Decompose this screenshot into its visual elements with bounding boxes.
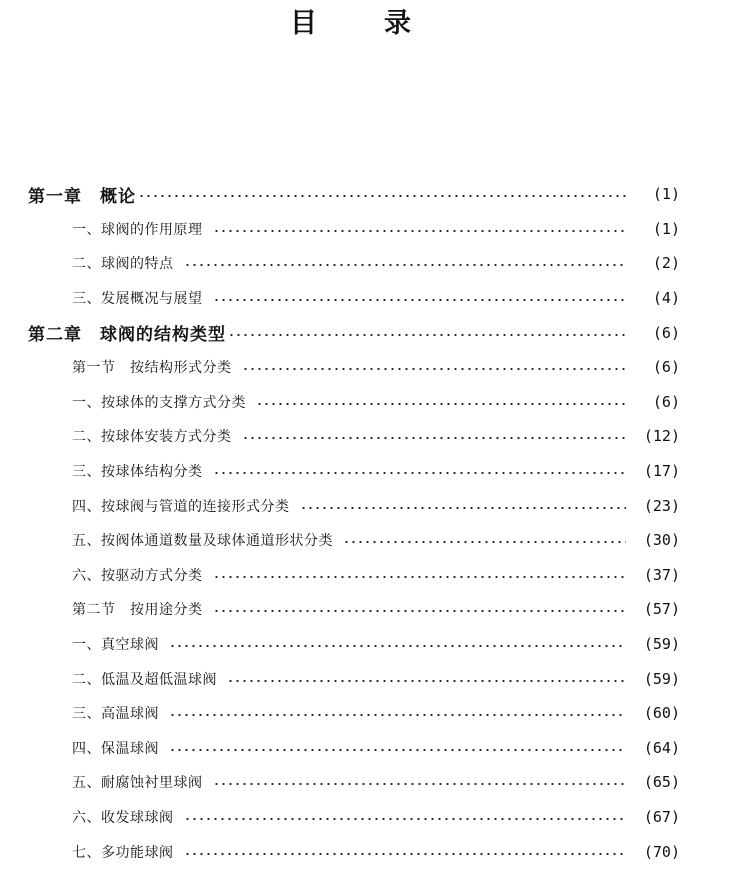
toc-entry-page-number: (17)	[643, 462, 680, 481]
dot-leader	[300, 506, 627, 510]
toc-entry-label: 第一节 按结构形式分类	[72, 360, 232, 377]
dot-leader	[213, 575, 627, 579]
toc-entry[interactable]	[28, 834, 680, 869]
page-title-char-1: 目	[290, 8, 317, 39]
toc-entry-page-number: (2)	[652, 254, 680, 273]
dot-leader	[138, 194, 626, 198]
toc-entry[interactable]	[28, 419, 680, 454]
dot-leader	[184, 263, 627, 267]
toc-entry[interactable]	[28, 212, 680, 247]
dot-leader	[169, 644, 626, 648]
toc-entry[interactable]	[28, 765, 680, 800]
toc-entry-page-number: (12)	[643, 427, 680, 446]
toc-entry-page-number: (6)	[652, 392, 680, 411]
toc-entry-label: 五、耐腐蚀衬里球阀	[72, 775, 203, 792]
dot-leader	[242, 367, 627, 371]
toc-chapter-entry[interactable]	[28, 315, 680, 350]
toc-entry-page-number: (67)	[643, 807, 680, 826]
toc-entry-page-number: (30)	[643, 531, 680, 550]
toc-entry-label: 一、按球体的支撑方式分类	[72, 394, 246, 411]
toc-entry-label: 二、球阀的特点	[72, 256, 174, 273]
toc-entry-page-number: (23)	[643, 496, 680, 515]
page-title	[290, 6, 440, 42]
toc-entry-label: 第二章 球阀的结构类型	[28, 325, 226, 346]
toc-entry[interactable]	[28, 488, 680, 523]
toc-entry-label: 三、按球体结构分类	[72, 464, 203, 481]
toc-entry[interactable]	[28, 385, 680, 420]
dot-leader	[213, 229, 627, 233]
toc-entry-label: 三、发展概况与展望	[72, 291, 203, 308]
page-title-char-2: 录	[384, 8, 411, 39]
toc-entry-label: 六、收发球球阀	[72, 809, 174, 826]
dot-leader	[213, 471, 627, 475]
toc-entry[interactable]	[28, 558, 680, 593]
toc-entry[interactable]	[28, 661, 680, 696]
toc-entry-page-number: (70)	[643, 842, 680, 861]
toc-entry[interactable]	[28, 627, 680, 662]
table-of-contents	[28, 177, 680, 869]
dot-leader	[343, 540, 626, 544]
toc-entry[interactable]	[28, 696, 680, 731]
toc-entry-label: 二、低温及超低温球阀	[72, 671, 217, 688]
toc-chapter-entry[interactable]	[28, 177, 680, 212]
toc-entry-label: 第二节 按用途分类	[72, 602, 203, 619]
toc-entry[interactable]	[28, 800, 680, 835]
toc-entry-page-number: (65)	[643, 773, 680, 792]
toc-entry-label: 六、按驱动方式分类	[72, 567, 203, 584]
toc-entry-page-number: (6)	[652, 323, 680, 342]
toc-entry-label: 四、按球阀与管道的连接形式分类	[72, 498, 290, 515]
toc-entry-page-number: (64)	[643, 738, 680, 757]
dot-leader	[228, 333, 626, 337]
dot-leader	[256, 402, 626, 406]
dot-leader	[184, 817, 627, 821]
toc-entry[interactable]	[28, 454, 680, 489]
toc-entry-label: 七、多功能球阀	[72, 844, 174, 861]
toc-entry-label: 五、按阀体通道数量及球体通道形状分类	[72, 533, 333, 550]
dot-leader	[213, 298, 627, 302]
dot-leader	[227, 679, 626, 683]
toc-entry-page-number: (37)	[643, 565, 680, 584]
toc-entry-label: 三、高温球阀	[72, 706, 159, 723]
toc-entry-page-number: (1)	[652, 219, 680, 238]
toc-entry-page-number: (60)	[643, 704, 680, 723]
toc-entry[interactable]	[28, 350, 680, 385]
toc-entry-page-number: (4)	[652, 289, 680, 308]
toc-entry-page-number: (59)	[643, 635, 680, 654]
toc-entry-page-number: (57)	[643, 600, 680, 619]
toc-entry-page-number: (6)	[652, 358, 680, 377]
dot-leader	[213, 609, 627, 613]
dot-leader	[184, 852, 627, 856]
dot-leader	[213, 782, 627, 786]
toc-entry-label: 一、真空球阀	[72, 637, 159, 654]
toc-entry[interactable]	[28, 281, 680, 316]
toc-entry-page-number: (1)	[652, 185, 680, 204]
toc-entry-label: 四、保温球阀	[72, 740, 159, 757]
toc-entry-label: 二、按球体安装方式分类	[72, 429, 232, 446]
toc-entry-label: 一、球阀的作用原理	[72, 221, 203, 238]
toc-entry[interactable]	[28, 523, 680, 558]
toc-entry-label: 第一章 概论	[28, 186, 136, 207]
dot-leader	[242, 436, 627, 440]
dot-leader	[169, 748, 626, 752]
toc-entry-page-number: (59)	[643, 669, 680, 688]
dot-leader	[169, 713, 626, 717]
toc-entry[interactable]	[28, 246, 680, 281]
toc-entry[interactable]	[28, 731, 680, 766]
toc-entry[interactable]	[28, 592, 680, 627]
